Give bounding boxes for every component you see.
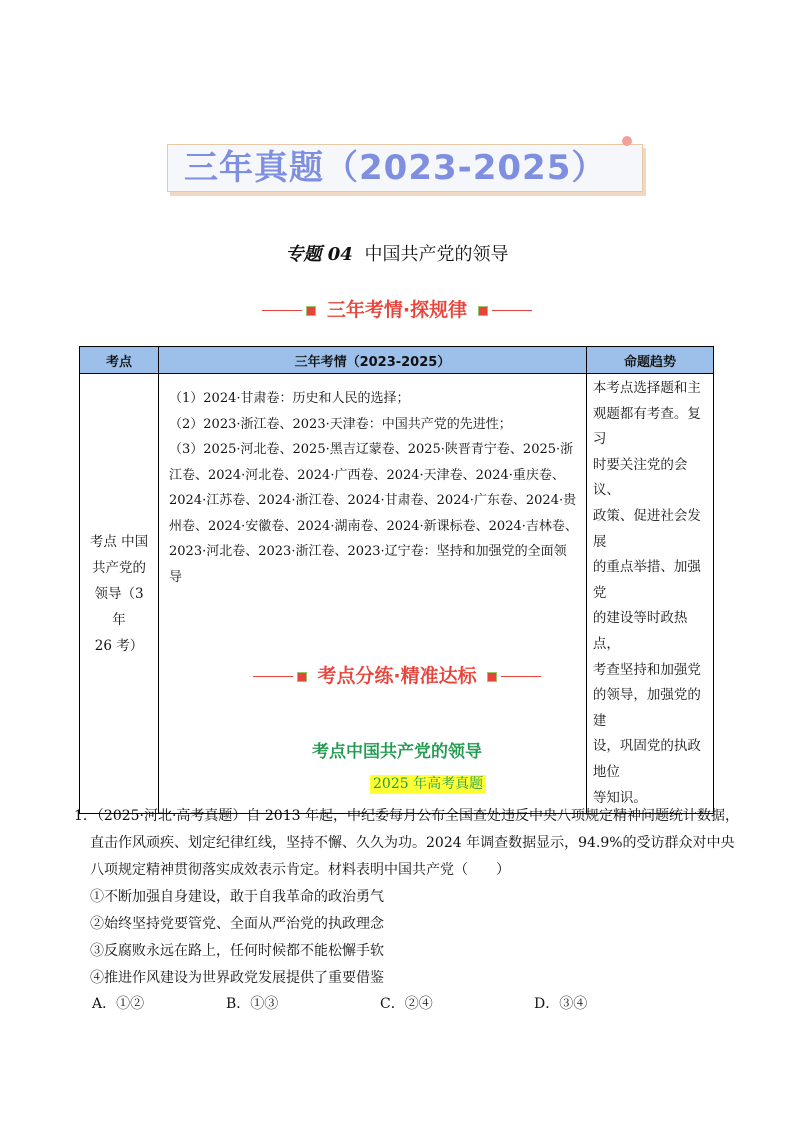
year-tag: 2025 年高考真题	[370, 775, 486, 794]
square-icon	[297, 672, 307, 682]
topic-title: 中国共产党的领导	[364, 244, 509, 265]
square-icon	[478, 306, 488, 316]
cell-line: （2）2023·浙江卷、2023·天津卷：中国共产党的先进性；	[169, 416, 512, 432]
cell-line: 本考点选择题和主	[592, 380, 701, 396]
cell-line: 江卷、2024·河北卷、2024·广西卷、2024·天津卷、2024·重庆卷、	[169, 467, 565, 483]
section1-title: 三年考情·探规律	[326, 299, 468, 321]
question-item: ②始终坚持党要管党、全面从严治党的执政理念	[90, 916, 384, 932]
divider-line	[262, 310, 302, 311]
cell-line: 26 考）	[94, 637, 144, 654]
topic-prefix: 专题 04	[285, 244, 353, 265]
cell-line: 导	[169, 569, 183, 585]
table-header-row	[80, 347, 714, 374]
question-line: 八项规定精神贯彻落实成效表示肯定。材料表明中国共产党（ ）	[90, 862, 510, 878]
cell-line: 观题都有考查。复习	[592, 405, 701, 448]
cell-line: 时要关注党的会议、	[592, 456, 688, 499]
topic-heading	[0, 243, 794, 267]
kaodian-title: 考点中国共产党的领导	[312, 742, 482, 762]
question-1	[74, 803, 739, 992]
option-d[interactable]: D．③④	[534, 996, 588, 1012]
cell-line: 政策、促进社会发展	[592, 507, 701, 550]
divider-line	[501, 676, 541, 677]
cell-line: 共产党的	[92, 559, 146, 576]
banner-title: 三年真题（2023-2025）	[184, 148, 607, 188]
table-header: 考点	[80, 347, 159, 374]
section-heading-1	[0, 297, 794, 323]
question-line: 直击作风顽疾、划定纪律红线，坚持不懈、久久为功。2024 年调查数据显示，94.9%的受访群众对中央	[90, 835, 735, 851]
option-c[interactable]: C．②④	[380, 996, 433, 1012]
section2-title: 考点分练·精准达标	[317, 665, 477, 687]
cell-line: （3）2025·河北卷、2025·黑吉辽蒙卷、2025·陕晋青宁卷、2025·浙	[169, 442, 574, 457]
section-heading-2	[0, 663, 794, 689]
square-icon	[306, 306, 316, 316]
cell-line: 等知识。	[592, 789, 647, 806]
divider-line	[253, 676, 293, 677]
cell-line: 的领导，加强党的建	[592, 687, 701, 729]
cell-line: 考点 中国	[89, 533, 149, 550]
table-header: 命题趋势	[586, 347, 713, 374]
cell-line: 的重点举措、加强党	[592, 559, 701, 601]
question-line: 1．（2025·河北·高考真题）自 2013 年起，中纪委每月公布全国查处违反中央八项规定精神问题统计数据，	[74, 808, 739, 824]
decorative-dot	[622, 136, 632, 146]
question-item: ③反腐败永远在路上，任何时候都不能松懈手软	[90, 943, 384, 959]
table-header: 三年考情（2023-2025）	[159, 347, 587, 374]
cell-line: 州卷、2024·安徽卷、2024·湖南卷、2024·新课标卷、2024·吉林卷、	[169, 518, 578, 534]
option-a[interactable]: A．①②	[92, 996, 145, 1012]
question-item: ④推进作风建设为世界政党发展提供了重要借鉴	[90, 970, 384, 986]
divider-line	[492, 310, 532, 311]
question-item: ①不断加强自身建设，敢于自我革命的政治勇气	[90, 889, 384, 905]
title-banner	[167, 144, 643, 192]
square-icon	[487, 672, 497, 682]
cell-line: 考查坚持和加强党	[592, 661, 701, 678]
cell-line: （1）2024·甘肃卷：历史和人民的选择；	[169, 391, 410, 406]
cell-line: 设，巩固党的执政地位	[592, 738, 701, 780]
cell-line: 的建设等时政热点，	[592, 610, 688, 652]
cell-line: 2024·江苏卷、2024·浙江卷、2024·甘肃卷、2024·广东卷、2024·贵	[169, 493, 577, 508]
cell-line: 2023·河北卷、2023·浙江卷、2023·辽宁卷：坚持和加强党的全面领	[169, 544, 567, 559]
cell-line: 领导（3 年	[94, 585, 144, 628]
option-b[interactable]: B．①③	[226, 996, 279, 1012]
